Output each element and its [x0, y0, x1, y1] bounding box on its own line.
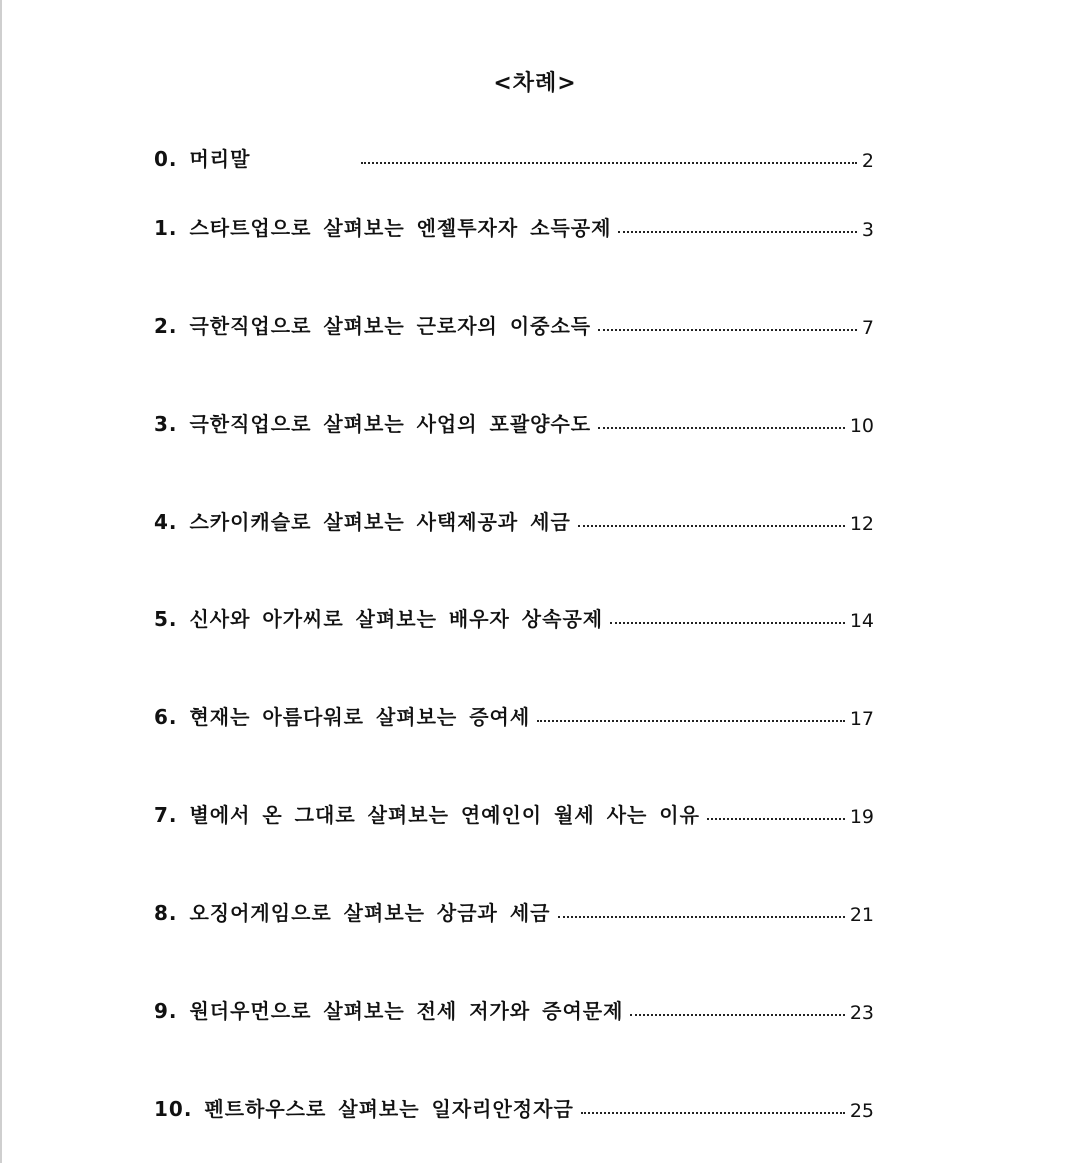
toc-entry-title: 4. 스카이캐슬로 살펴보는 사택제공과 세금	[154, 510, 571, 534]
toc-dot-leader	[578, 525, 845, 527]
toc-dot-leader	[581, 1112, 845, 1114]
toc-entry-page: 2	[861, 150, 874, 172]
toc-entry-page: 12	[849, 513, 874, 535]
toc-entry	[154, 505, 874, 535]
toc-entry	[154, 602, 874, 632]
toc-dot-leader	[558, 916, 845, 918]
toc-entry-title: 7. 별에서 온 그대로 살펴보는 연예인이 월세 사는 이유	[154, 803, 700, 827]
toc-entry-page: 25	[849, 1100, 874, 1122]
toc-entry-title: 2. 극한직업으로 살펴보는 근로자의 이중소득	[154, 314, 592, 338]
toc-entry-title: 8. 오징어게임으로 살펴보는 상금과 세금	[154, 901, 551, 925]
toc-dot-leader	[630, 1014, 844, 1016]
toc-entry	[154, 211, 874, 241]
toc-entry-title: 10. 펜트하우스로 살펴보는 일자리안정자금	[154, 1097, 574, 1121]
toc-entry-title: 3. 극한직업으로 살펴보는 사업의 포괄양수도	[154, 412, 592, 436]
toc-entry	[154, 309, 874, 339]
toc-dot-leader	[618, 231, 856, 233]
toc-title: <차례>	[493, 71, 577, 96]
toc-entry	[154, 407, 874, 437]
toc-entry	[154, 798, 874, 828]
toc-entry-title: 6. 현재는 아름다워로 살펴보는 증여세	[154, 705, 531, 729]
toc-entry-page: 21	[849, 904, 874, 926]
toc-entry	[154, 700, 874, 730]
toc-entry-page: 7	[861, 317, 874, 339]
toc-dot-leader	[610, 622, 845, 624]
toc-entry-page: 17	[849, 708, 874, 730]
toc-entry	[154, 142, 874, 172]
toc-entry	[154, 896, 874, 926]
toc-dot-leader	[598, 329, 857, 331]
toc-dot-leader	[598, 427, 845, 429]
toc-dot-leader	[361, 162, 857, 164]
toc-entry-page: 3	[861, 219, 874, 241]
toc-entry	[154, 1092, 874, 1122]
toc-dot-leader	[537, 720, 845, 722]
toc-entry	[154, 994, 874, 1024]
toc-entry-title: 5. 신사와 아가씨로 살펴보는 배우자 상속공제	[154, 607, 604, 631]
toc-entry-title: 9. 원더우먼으로 살펴보는 전세 저가와 증여문제	[154, 999, 624, 1023]
toc-entry-page: 14	[849, 610, 874, 632]
toc-dot-leader	[707, 818, 845, 820]
toc-entry-page: 19	[849, 806, 874, 828]
toc-entry-title: 1. 스타트업으로 살펴보는 엔젤투자자 소득공제	[154, 216, 612, 240]
toc-entry-page: 10	[849, 415, 874, 437]
toc-entry-title: 0. 머리말	[154, 147, 251, 171]
toc-entry-page: 23	[849, 1002, 874, 1024]
